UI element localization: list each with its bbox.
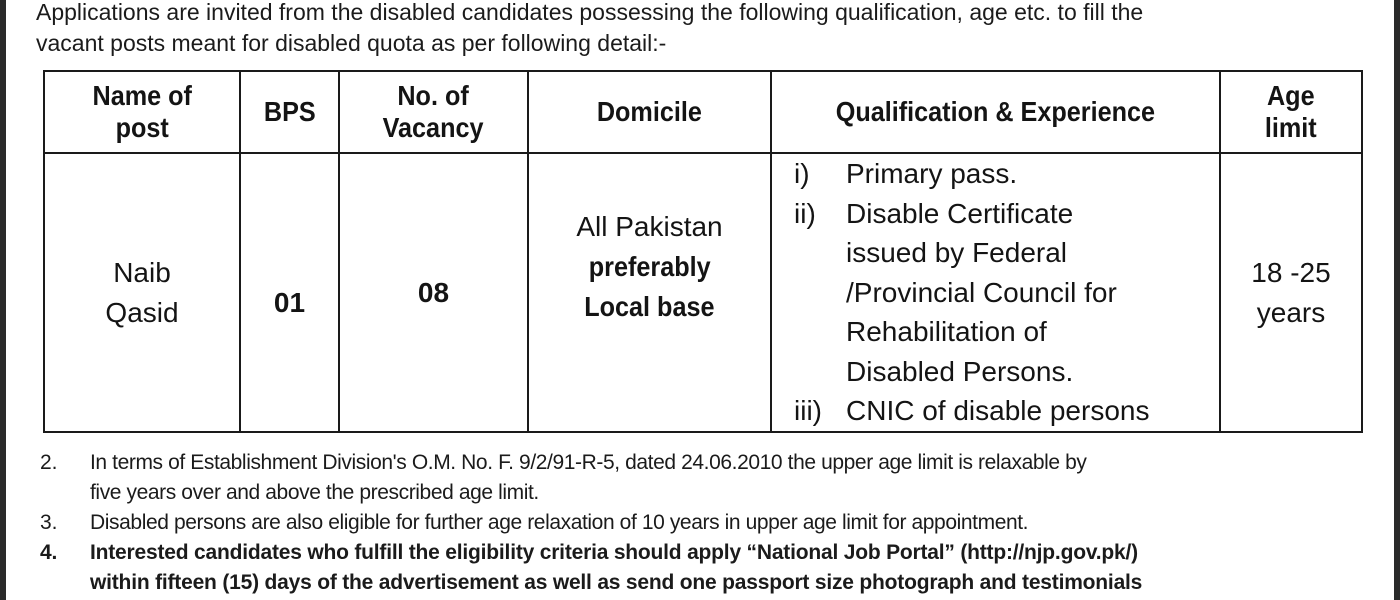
- cell-qualification: [771, 153, 1220, 432]
- header-bps: BPS: [240, 71, 339, 153]
- domicile-line-2: preferably: [588, 250, 711, 282]
- note-item: 3. Disabled persons are also eligible for further age relaxation of 10 years in upper age limit for appointment.: [40, 511, 1029, 534]
- header-vacancy: No. of Vacancy: [339, 71, 528, 153]
- header-domicile: Domicile: [528, 71, 771, 153]
- cell-post: Naib Qasid: [44, 153, 240, 432]
- header-qualification: Qualification & Experience: [771, 71, 1220, 153]
- vacancy-table: [43, 70, 1363, 433]
- qualification-item: iii) CNIC of disable persons: [794, 395, 1150, 427]
- domicile-line-3: Local base: [584, 290, 715, 322]
- qualification-item: i) Primary pass.: [794, 158, 1018, 190]
- note-item: 4. Interested candidates who fulfill the eligibility criteria should apply “National Job Portal” (http://njp.gov.pk/) within fifteen (15) days of the advertisement as well as send one passport size photograph and testimonials: [40, 541, 1143, 594]
- cell-domicile: [528, 153, 771, 432]
- cell-bps: 01: [240, 153, 339, 432]
- intro-line-2: vacant posts meant for disabled quota as per following detail:-: [36, 30, 667, 56]
- domicile-line-1: All Pakistan: [576, 210, 723, 242]
- cell-age: 18 -25 years: [1220, 153, 1362, 432]
- header-age: Age limit: [1220, 71, 1362, 153]
- table-header-row: [44, 71, 1362, 153]
- intro-paragraph: [36, 0, 1366, 59]
- cell-vacancy: 08: [339, 153, 528, 432]
- qualification-list: [772, 154, 1219, 431]
- notes-list: [40, 448, 1385, 598]
- page-border-left: [0, 0, 6, 600]
- header-post: Name of post: [44, 71, 240, 153]
- page-border-right: [1394, 0, 1400, 600]
- note-item: 2. In terms of Establishment Division's O.M. No. F. 9/2/91-R-5, dated 24.06.2010 the upper age limit is relaxable by five years over and above the prescribed age limit.: [40, 451, 1087, 504]
- intro-line-1: Applications are invited from the disabled candidates possessing the following qualification, age etc. to fill the: [36, 0, 1144, 25]
- table-row: [44, 153, 1362, 432]
- qualification-item: ii) Disable Certificate issued by Federal /Provincial Council for Rehabilitation of Disabled Persons.: [794, 197, 1117, 387]
